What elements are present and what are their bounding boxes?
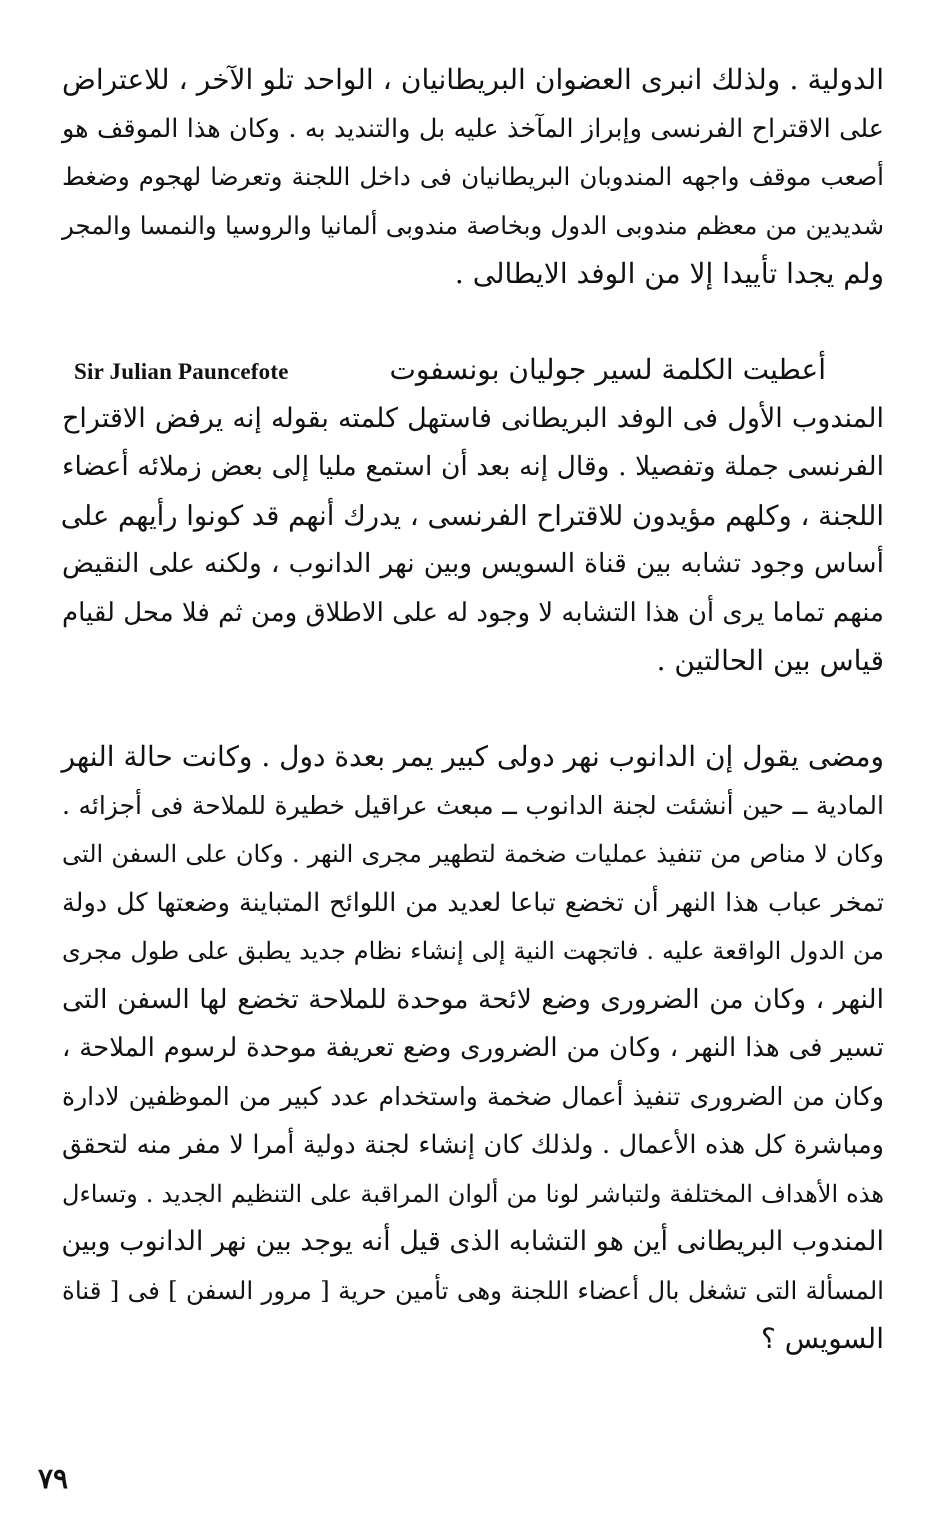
text-line: ومضى يقول إن الدانوب نهر دولى كبير يمر بعدة دول . وكانت حالة النهر: [61, 740, 884, 773]
text-line: المادية ــ حين أنشئت لجنة الدانوب ــ مبعث عراقيل خطيرة للملاحة فى أجزائه .: [62, 790, 884, 820]
text-line: المسألة التى تشغل بال أعضاء اللجنة وهى تأمين حرية [ مرور السفن ] فى [ قناة: [62, 1275, 884, 1305]
text-line: قياس بين الحالتين .: [656, 644, 884, 677]
text-line: وكان من الضرورى تنفيذ أعمال ضخمة واستخدام عدد كبير من الموظفين لادارة: [62, 1081, 884, 1111]
text-line: هذه الأهداف المختلفة ولتباشر لونا من ألوان المراقبة على التنظيم الجديد . وتساءل: [62, 1179, 884, 1208]
text-line: تمخر عباب هذا النهر أن تخضع تباعا لعديد من اللوائح المتباينة وضعتها كل دولة: [62, 887, 884, 918]
text-line: ومباشرة كل هذه الأعمال . ولذلك كان إنشاء لجنة دولية أمرا لا مفر منه لتحقق: [62, 1130, 884, 1160]
text-line: ولم يجدا تأييدا إلا من الوفد الايطالى .: [454, 257, 884, 290]
text-line: الفرنسى جملة وتفصيلا . وقال إنه بعد أن استمع مليا إلى بعض زملائه أعضاء: [62, 451, 884, 482]
latin-name: Sir Julian Pauncefote: [74, 359, 289, 384]
text-line: على الاقتراح الفرنسى وإبراز المآخذ عليه بل والتنديد به . وكان هذا الموقف هو: [62, 113, 885, 144]
page-number: ٧٩: [38, 1462, 69, 1495]
paragraph-2: [62, 346, 884, 686]
paragraph-3: [62, 733, 884, 1364]
text-line: تسير فى هذا النهر ، وكان من الضرورى وضع تعريفة موحدة لرسوم الملاحة ،: [62, 1033, 884, 1063]
text-line: شديدين من معظم مندوبى الدول وبخاصة مندوبى ألمانيا والروسيا والنمسا والمجر: [62, 210, 884, 240]
text-line-mixed: [62, 346, 884, 395]
text-line: المندوب البريطانى أين هو التشابه الذى قيل أنه يوجد بين نهر الدانوب وبين: [61, 1226, 884, 1257]
text-line: اللجنة ، وكلهم مؤيدون للاقتراح الفرنسى ، يدرك أنهم قد كونوا رأيهم على: [60, 499, 884, 532]
text-line-arabic: أعطيت الكلمة لسير جوليان بونسفوت: [389, 353, 826, 386]
text-line: المندوب الأول فى الوفد البريطانى فاستهل كلمته بقوله إنه يرفض الاقتراح: [62, 402, 884, 434]
text-line: النهر ، وكان من الضرورى وضع لائحة موحدة للملاحة تخضع لها السفن التى: [62, 983, 884, 1015]
text-line: السويس ؟: [760, 1322, 884, 1355]
text-line: أساس وجود تشابه بين قناة السويس وبين نهر الدانوب ، ولكنه على النقيض: [62, 548, 884, 579]
text-line: منهم تماما يرى أن هذا التشابه لا وجود له على الاطلاق ومن ثم فلا محل لقيام: [62, 597, 884, 628]
text-line: وكان لا مناص من تنفيذ عمليات ضخمة لتطهير مجرى النهر . وكان على السفن التى: [62, 840, 884, 868]
text-line: من الدول الواقعة عليه . فاتجهت النية إلى إنشاء نظام جديد يطبق على طول مجرى: [62, 937, 884, 965]
text-line: أصعب موقف واجهه المندوبان البريطانيان فى داخل اللجنة وتعرضا لهجوم وضغط: [62, 162, 884, 191]
text-line: الدولية . ولذلك انبرى العضوان البريطانيان ، الواحد تلو الآخر ، للاعتراض: [62, 63, 884, 96]
paragraph-1: [62, 56, 884, 299]
